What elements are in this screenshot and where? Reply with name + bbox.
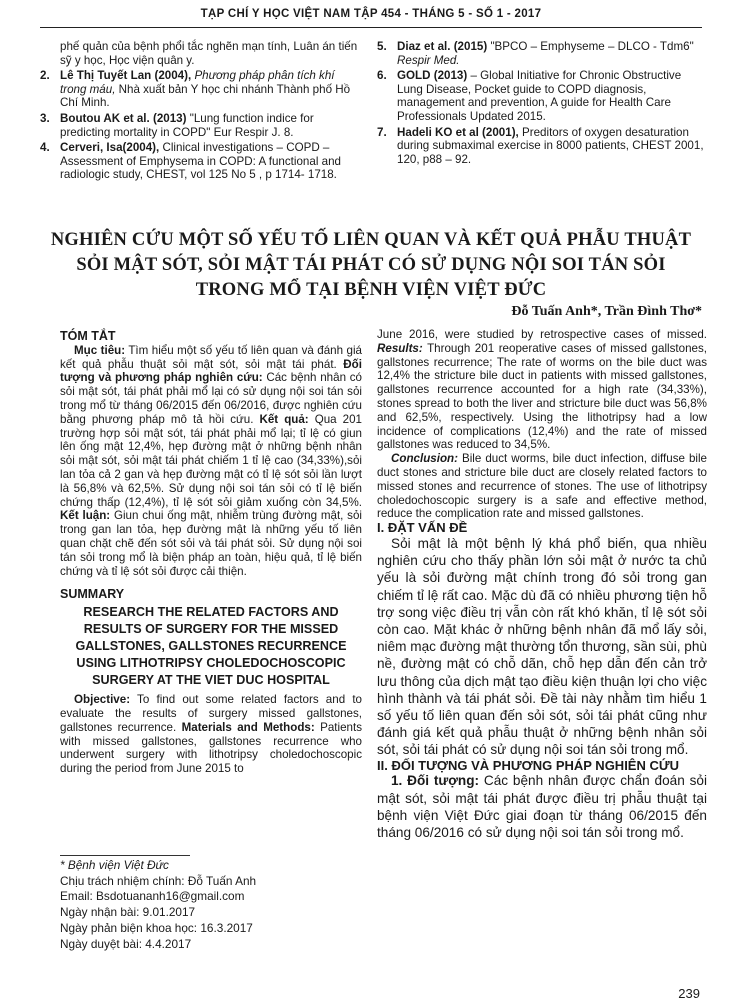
- reference-item: 3. Boutou AK et al. (2013) "Lung function indice for predicting mortality in COPD" Eur Respir J. 8.: [40, 111, 314, 139]
- section-2-heading: II. ĐỐI TƯỢNG VÀ PHƯƠNG PHÁP NGHIÊN CỨU: [377, 757, 680, 773]
- page-number: 239: [678, 986, 700, 1001]
- reference-item: 7. Hadeli KO et al (2001), Preditors of oxygen desaturation during submaximal exercise in 8000 patients, CHEST 2001, 120, p88 – 92.: [377, 125, 704, 166]
- footnote-email: Email: Bsdotuananh16@gmail.com: [60, 889, 245, 904]
- summary-text-continued: June 2016, were studied by retrospective cases of missed. Results: Through 201 reoperative cases of missed gallstones, gallstones recurrence; The rate of worms on the bile duct was 12,4% the stricture bile duct in patients with missed gallstones, gallstones recurrence accounted for a high rate (34,33%), stones spread to both the liver and stricture bile duct was 56,8% and 62,5%, respectively. Using the lithotripsy had a low incidence of complications (12,4%) and the rate of missed gallstones was reduced to 34,5%.: [377, 328, 707, 452]
- article-title: NGHIÊN CỨU MỘT SỐ YẾU TỐ LIÊN QUAN VÀ KẾT QUẢ PHẪU THUẬT SỎI MẬT SÓT, SỎI MẬT TÁI PHÁT CÓ SỬ DỤNG NỘI SOI TÁN SỎI TRONG MỔ TẠI BỆNH VIỆN VIỆT ĐỨC: [50, 230, 692, 300]
- reference-continuation: phế quản của bệnh phổi tắc nghẽn mạn tính, Luân án tiến sỹ y học, Học viện quân y.: [60, 40, 358, 67]
- summary-conclusion: Conclusion: Bile duct worms, bile duct infection, diffuse bile duct stones and stricture bile duct are closely related factors to missed stones and recurrence of stones. The use of lithotripsy choledochoscopic surgery is a safe and effective method, reduce the complication rate and missed gallstones.: [377, 452, 707, 521]
- footnote-reviewed: Ngày phản biện khoa học: 16.3.2017: [60, 920, 253, 935]
- section-1-text: Sỏi mật là một bệnh lý khá phổ biến, qua nhiều nghiên cứu cho thấy phần lớn sỏi mật ở nước ta chủ yếu là sỏi đường mật chính trong đó sỏi trong gan chiếm tỉ lệ rất cao. Mặc dù đã có nhiều phương tiện hỗ trợ song việc điều trị vẫn còn rất khó khăn, tỉ lệ sót sỏi còn cao. Mặt khác ở những bệnh nhân đã mổ lấy sỏi, niêm mạc đường mật thường tổn thương, sần sùi, phù nề, đường mật có chỗ dãn, chỗ hẹp dẫn đến cản trở lưu thông của dịch mật tạo điều kiện thuận lợi cho việc hình thành và tái phát sỏi. Đề tài này nhằm tìm hiểu 1 số yếu tố liên quan đến sỏi sót, sỏi tái phát cũng như đánh giá kết quả phẫu thuật ở những bệnh nhân sỏi sót, sỏi tái phát có sử dụng nội soi tán sỏi trong mổ.: [377, 535, 707, 758]
- section-2-text: 1. Đối tượng: Các bệnh nhân được chẩn đoán sỏi mật sót, sỏi mật tái phát được điều trị phẫu thuật tại bệnh viện Việt Đức giai đoạn từ tháng 06/2015 đến tháng 06/2016 có sử dụng nội soi tán sỏi trong mổ.: [377, 773, 707, 840]
- references-left: [40, 40, 362, 184]
- footnotes: [60, 858, 360, 952]
- abstract-vn-heading: TÓM TẮT: [60, 329, 116, 343]
- abstract-vn-text: Mục tiêu: Tìm hiểu một số yếu tố liên quan và đánh giá kết quả phẫu thuật sỏi mật sót, sỏi mật tái phát. Đối tượng và phương pháp nghiên cứu: Các bệnh nhân có sỏi mật sót, tái phát phải mổ lại có sử dụng nội soi tán sỏi trong mổ từ tháng 06/2015 đến 06/2016, được nghiên cứu bằng phương pháp mô tả hồi cứu. Kết quả: Qua 201 trường hợp sỏi mật sót, tái phát phải mổ lại; tỉ lệ có giun lên ống mật 12,4%, hẹp đường mật ở những bệnh nhân sỏi mật sót, sỏi mật tái phát chiếm 1 tỉ lệ cao (34,33%),sỏi lan tỏa cả 2 gan và hẹp đường mật có tỉ lệ sót sỏi lần lượt là 56,8% và 62,5%. Sử dụng nội soi tán sỏi có tỉ lệ biến chứng thấp (12,4%), tỉ lệ sót sỏi giảm xuống còn 34,5%. Kết luận: Giun chui ống mật, nhiễm trùng đường mật, sỏi trong gan lan tỏa, hẹp đường mật là những yếu tố liên quan chặt chẽ đến sót sỏi và tái phát sỏi. Sử dụng nội soi tán sỏi trong mổ là biện pháp an toàn, hiệu quả, tỉ lệ biến chứng và tỉ lệ sót sỏi được cải thiện.: [60, 343, 362, 578]
- reference-item: 5. Diaz et al. (2015) "BPCO – Emphyseme – DLCO - Tdm6" Respir Med.: [377, 40, 694, 67]
- english-title: RESEARCH THE RELATED FACTORS AND RESULTS OF SURGERY FOR THE MISSED GALLSTONES, GALLSTONES RECURRENCE USING LITHOTRIPSY CHOLEDOCHOSCOPIC SURGERY AT THE VIET DUC HOSPITAL: [75, 605, 347, 688]
- footnote-received: Ngày nhận bài: 9.01.2017: [60, 905, 196, 920]
- authors: Đỗ Tuấn Anh*, Trần Đình Thơ*: [511, 304, 702, 319]
- footnote-accepted: Ngày duyệt bài: 4.4.2017: [60, 936, 192, 951]
- reference-item: 2. Lê Thị Tuyết Lan (2004), Phương pháp phân tích khí trong máu, Nhà xuất bản Y học chi nhánh Thành phố Hồ Chí Minh.: [40, 69, 351, 110]
- section-1-heading: I. ĐẶT VẤN ĐỀ: [377, 520, 468, 536]
- header-rule: [40, 27, 702, 28]
- footnote-responsible: Chịu trách nhiệm chính: Đỗ Tuấn Anh: [60, 873, 257, 888]
- right-column: [377, 328, 707, 841]
- references-right: [377, 40, 707, 168]
- journal-header: TẠP CHÍ Y HỌC VIỆT NAM TẬP 454 - THÁNG 5 - SỐ 1 - 2017: [200, 8, 542, 20]
- footnote-rule: [60, 855, 190, 856]
- reference-item: 6. GOLD (2013) – Global Initiative for Chronic Obstructive Lung Disease, Pocket guide to COPD diagnosis, management and prevention, A guide for Health Care Professionals Updated 2015.: [377, 69, 682, 123]
- left-column: [60, 330, 362, 776]
- reference-item: 4. Cerveri, Isa(2004), Clinical investigations – COPD – Assessment of Emphysema in COPD: A functional and radiologic study, CHEST, vol 125 No 5 , p 1714- 1718.: [40, 141, 341, 182]
- summary-heading: SUMMARY: [60, 587, 125, 602]
- footnote-affiliation: * Bệnh viện Việt Đức: [60, 858, 169, 872]
- summary-text: Objective: To find out some related factors and to evaluate the results of surgery missed gallstones, gallstones recurrence. Materials and Methods: Patients with missed gallstones, gallstones recurrence who underwent surgery with lithotripsy choledochoscopic during the period from June 2015 to: [60, 693, 362, 776]
